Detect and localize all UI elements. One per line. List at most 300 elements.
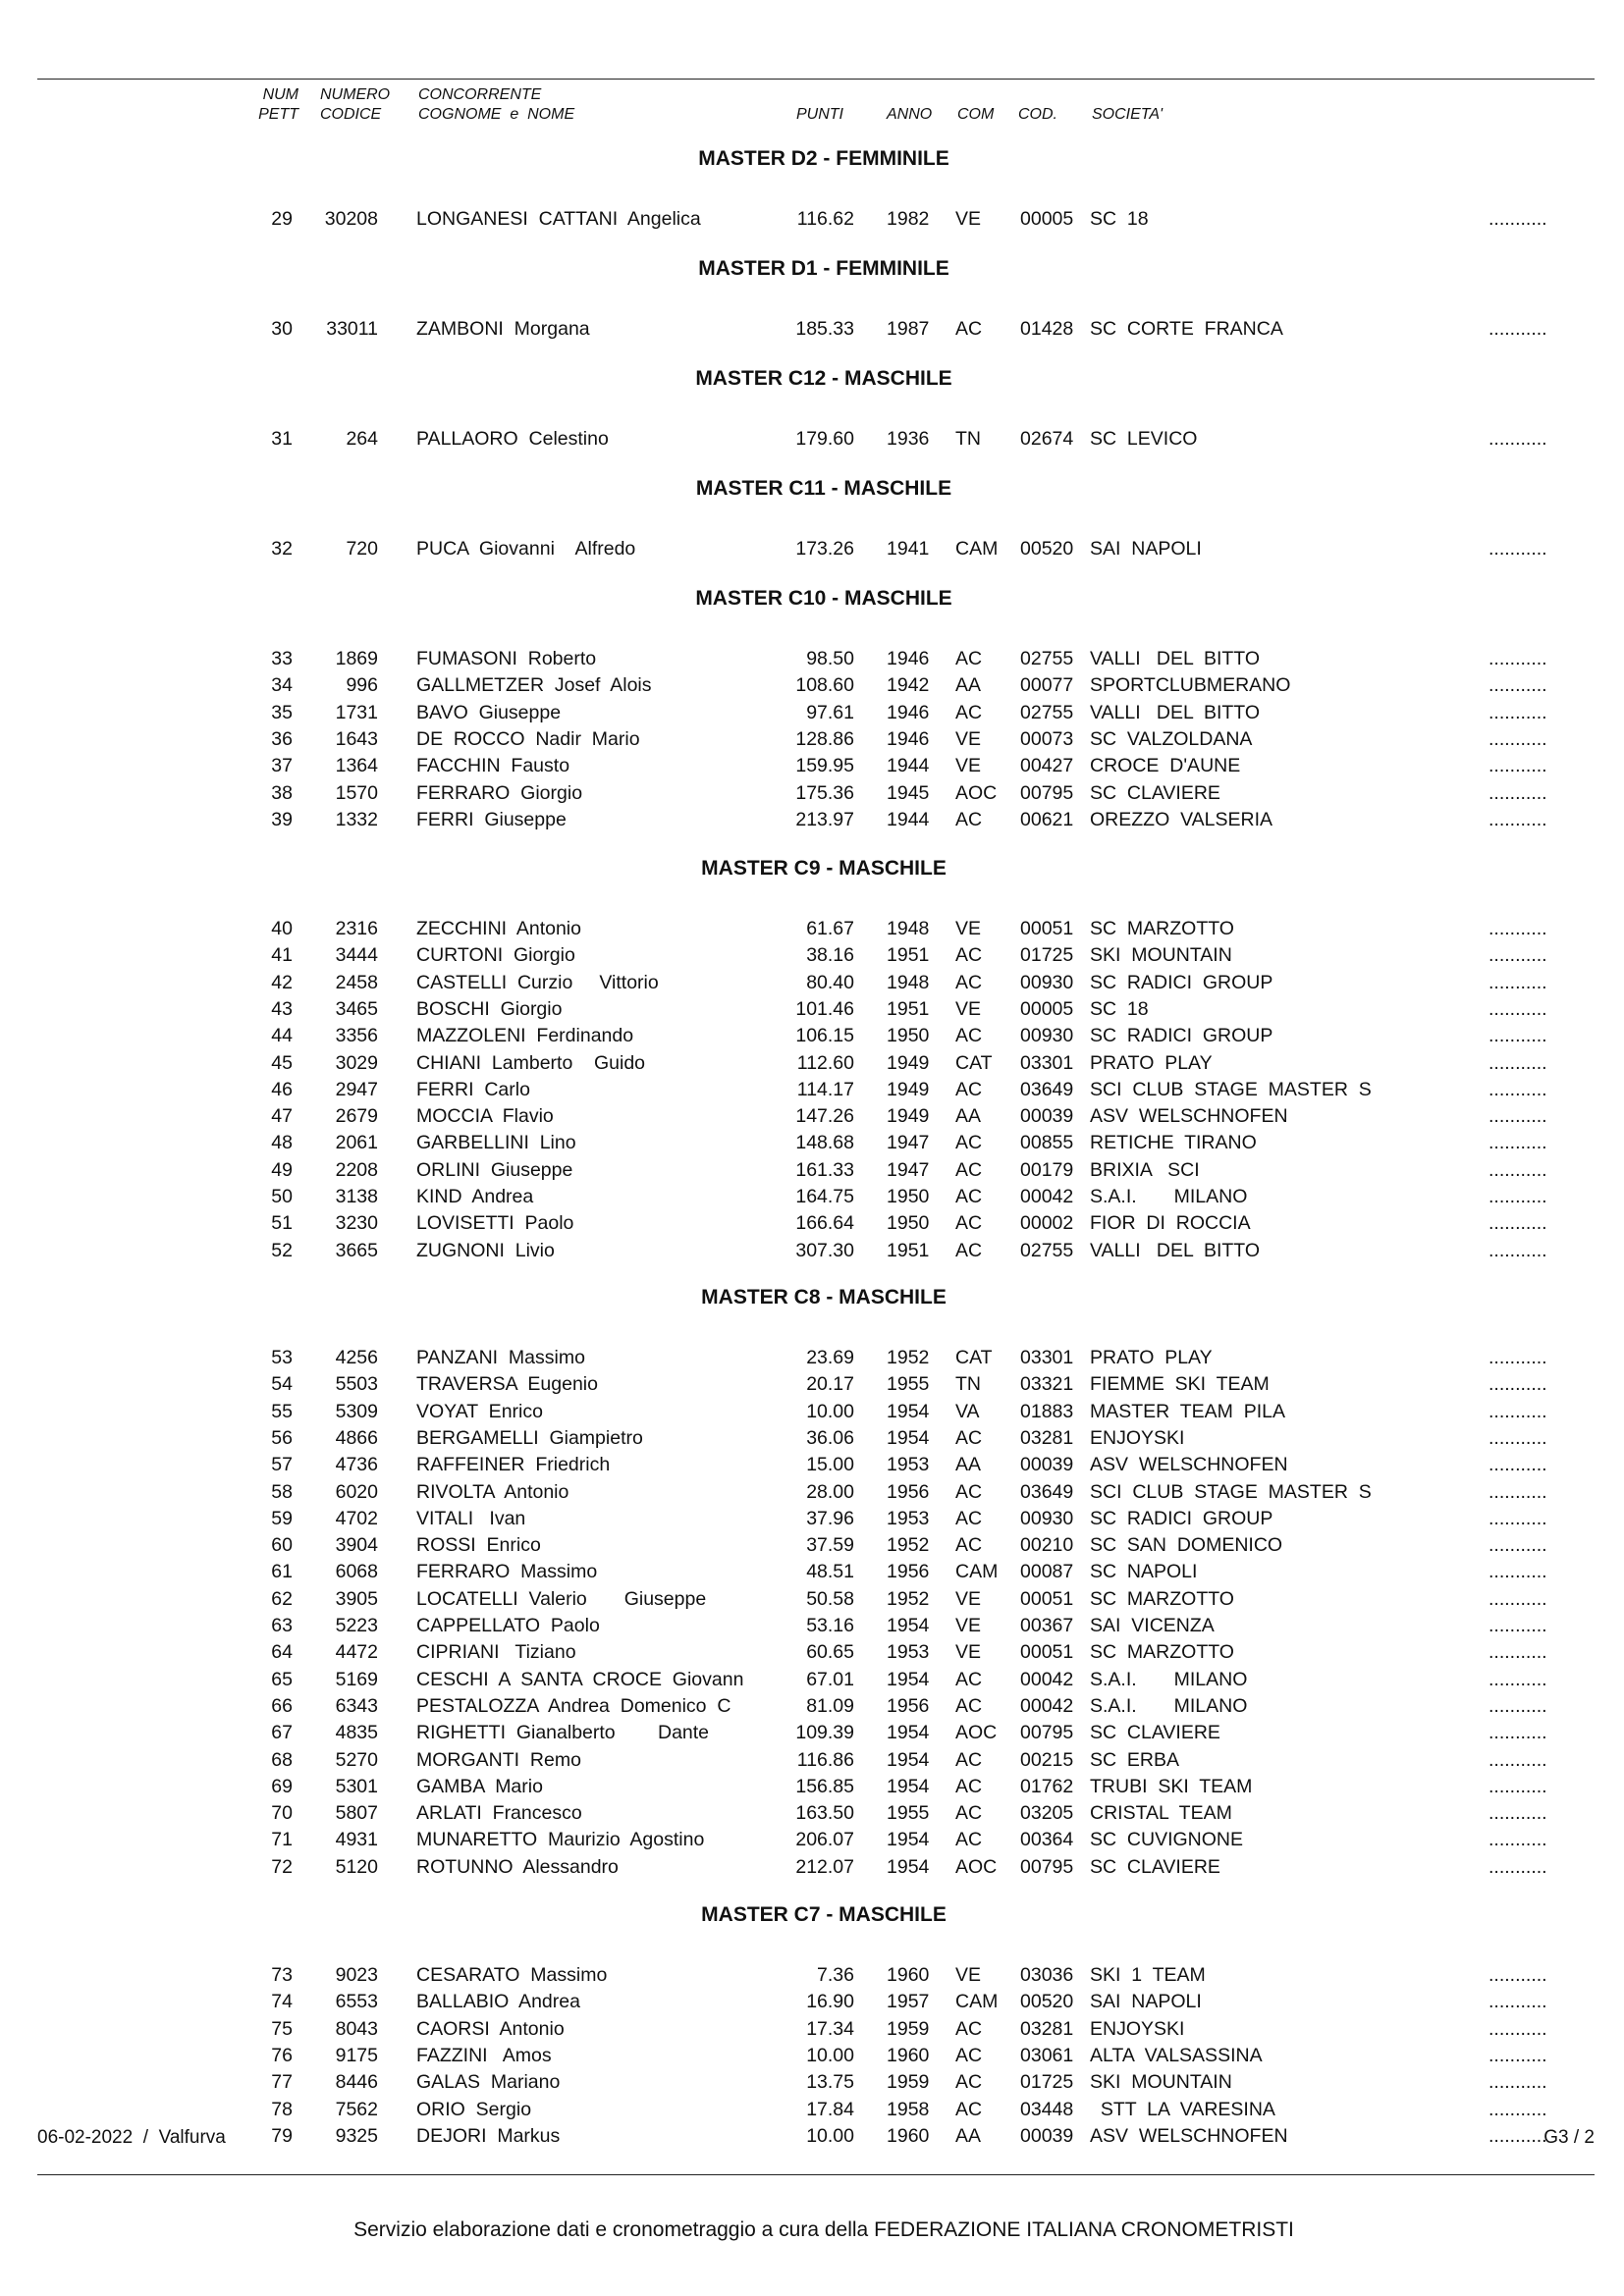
row-dots: ........... [1489, 755, 1547, 777]
row-punti: 10.00 [806, 1400, 854, 1422]
row-anno: 1958 [887, 2098, 930, 2120]
row-societa: STT LA VARESINA [1090, 2098, 1275, 2120]
row-com: AC [955, 1239, 983, 1261]
row-anno: 1952 [887, 1587, 930, 1610]
result-row [0, 1345, 1624, 1371]
row-num-pett: 46 [271, 1078, 293, 1100]
row-com: AC [955, 1775, 983, 1797]
row-cod: 03649 [1020, 1078, 1074, 1100]
row-dots: ........... [1489, 808, 1547, 830]
row-anno: 1954 [887, 1855, 930, 1878]
row-punti: 97.61 [806, 701, 854, 723]
row-societa: SC RADICI GROUP [1090, 1025, 1273, 1047]
row-dots: ........... [1489, 1025, 1547, 1047]
header-cod: COD. [1018, 106, 1057, 123]
row-societa: ENJOYSKI [1090, 2017, 1185, 2040]
header-num-pett [245, 85, 298, 125]
footer-page-number: G3 / 2 [1543, 2127, 1595, 2148]
row-cod: 00042 [1020, 1186, 1074, 1207]
category-title: MASTER D2 - FEMMINILE [698, 147, 949, 170]
header-numero-codice [320, 85, 390, 125]
row-punti: 128.86 [795, 727, 854, 750]
row-cod: 00077 [1020, 674, 1074, 697]
row-anno: 1949 [887, 1051, 930, 1074]
row-name: BALLABIO Andrea [416, 1991, 580, 2013]
row-dots: ........... [1489, 1507, 1547, 1529]
row-societa: SCI CLUB STAGE MASTER S [1090, 1480, 1372, 1503]
row-name: TRAVERSA Eugenio [416, 1373, 598, 1396]
row-name: CESARATO Massimo [416, 1964, 608, 1986]
row-numero-codice: 1643 [335, 727, 378, 750]
row-num-pett: 62 [271, 1587, 293, 1610]
row-societa: SC ERBA [1090, 1748, 1180, 1771]
row-punti: 161.33 [795, 1158, 854, 1181]
category-title: MASTER C12 - MASCHILE [695, 367, 952, 390]
row-societa: SC MARZOTTO [1090, 1641, 1234, 1664]
row-societa: ASV WELSCHNOFEN [1090, 1105, 1288, 1128]
row-anno: 1947 [887, 1158, 930, 1181]
row-numero-codice: 3138 [335, 1186, 378, 1207]
result-row [0, 780, 1624, 807]
result-row [0, 1050, 1624, 1077]
row-com: AOC [955, 781, 998, 804]
row-num-pett: 52 [271, 1239, 293, 1261]
row-num-pett: 77 [271, 2071, 293, 2094]
row-name: ROTUNNO Alessandro [416, 1855, 619, 1878]
row-dots: ........... [1489, 1991, 1547, 2013]
row-num-pett: 58 [271, 1480, 293, 1503]
row-numero-codice: 2061 [335, 1132, 378, 1154]
row-anno: 1953 [887, 1507, 930, 1529]
row-anno: 1954 [887, 1668, 930, 1690]
row-name: PESTALOZZA Andrea Domenico C [416, 1694, 731, 1717]
row-name: KIND Andrea [416, 1186, 534, 1207]
row-com: VE [955, 727, 982, 750]
row-num-pett: 33 [271, 648, 293, 669]
footer-rule [37, 2174, 1595, 2175]
result-row [0, 206, 1624, 233]
row-societa: FIEMME SKI TEAM [1090, 1373, 1270, 1396]
row-punti: 106.15 [795, 1025, 854, 1047]
row-numero-codice: 4702 [335, 1507, 378, 1529]
row-name: CASTELLI Curzio Vittorio [416, 971, 659, 993]
row-punti: 206.07 [795, 1829, 854, 1851]
row-numero-codice: 4736 [335, 1454, 378, 1476]
row-societa: SC LEVICO [1090, 428, 1198, 450]
row-num-pett: 71 [271, 1829, 293, 1851]
row-num-pett: 76 [271, 2044, 293, 2066]
row-name: ZECCHINI Antonio [416, 918, 581, 939]
row-anno: 1955 [887, 1373, 930, 1396]
row-num-pett: 38 [271, 781, 293, 804]
row-cod: 00002 [1020, 1212, 1074, 1235]
row-punti: 20.17 [806, 1373, 854, 1396]
row-numero-codice: 3029 [335, 1051, 378, 1074]
row-cod: 02755 [1020, 1239, 1074, 1261]
row-anno: 1944 [887, 755, 930, 777]
row-numero-codice: 6068 [335, 1561, 378, 1583]
header-codice-label: CODICE [320, 106, 382, 123]
row-com: AC [955, 1025, 983, 1047]
row-name: FERRI Giuseppe [416, 808, 567, 830]
row-dots: ........... [1489, 1802, 1547, 1825]
row-cod: 00930 [1020, 971, 1074, 993]
result-row [0, 1667, 1624, 1693]
row-com: TN [955, 428, 981, 450]
row-numero-codice: 9325 [335, 2124, 378, 2147]
row-dots: ........... [1489, 1722, 1547, 1744]
row-com: AC [955, 808, 983, 830]
row-numero-codice: 2458 [335, 971, 378, 993]
row-num-pett: 65 [271, 1668, 293, 1690]
row-com: VE [955, 208, 982, 230]
row-anno: 1936 [887, 428, 930, 450]
result-row [0, 1613, 1624, 1639]
result-row [0, 1103, 1624, 1130]
row-dots: ........... [1489, 208, 1547, 230]
row-punti: 109.39 [795, 1722, 854, 1744]
row-num-pett: 64 [271, 1641, 293, 1664]
category-title: MASTER C9 - MASCHILE [701, 857, 947, 880]
row-dots: ........... [1489, 1775, 1547, 1797]
row-anno: 1953 [887, 1454, 930, 1476]
row-cod: 00039 [1020, 2124, 1074, 2147]
row-anno: 1944 [887, 808, 930, 830]
row-num-pett: 37 [271, 755, 293, 777]
row-com: AC [955, 1426, 983, 1449]
row-numero-codice: 2208 [335, 1158, 378, 1181]
row-anno: 1959 [887, 2017, 930, 2040]
row-name: CHIANI Lamberto Guido [416, 1051, 646, 1074]
row-num-pett: 66 [271, 1694, 293, 1717]
row-societa: BRIXIA SCI [1090, 1158, 1200, 1181]
row-num-pett: 42 [271, 971, 293, 993]
header-concorrente [418, 85, 574, 125]
result-row [0, 1077, 1624, 1103]
row-societa: S.A.I. MILANO [1090, 1694, 1248, 1717]
result-row [0, 1962, 1624, 1989]
row-anno: 1946 [887, 701, 930, 723]
row-dots: ........... [1489, 1964, 1547, 1986]
result-row [0, 996, 1624, 1023]
row-anno: 1951 [887, 997, 930, 1020]
row-num-pett: 49 [271, 1158, 293, 1181]
row-num-pett: 59 [271, 1507, 293, 1529]
row-num-pett: 63 [271, 1615, 293, 1636]
row-punti: 173.26 [795, 538, 854, 560]
row-anno: 1954 [887, 1615, 930, 1636]
row-com: AA [955, 2124, 982, 2147]
result-row [0, 1854, 1624, 1881]
result-row [0, 1210, 1624, 1237]
row-dots: ........... [1489, 781, 1547, 804]
row-num-pett: 41 [271, 944, 293, 967]
row-name: FUMASONI Roberto [416, 648, 597, 669]
row-societa: MASTER TEAM PILA [1090, 1400, 1286, 1422]
row-anno: 1949 [887, 1078, 930, 1100]
row-dots: ........... [1489, 1400, 1547, 1422]
row-anno: 1953 [887, 1641, 930, 1664]
row-societa: CROCE D'AUNE [1090, 755, 1241, 777]
row-name: VITALI Ivan [416, 1507, 526, 1529]
result-row [0, 1639, 1624, 1666]
row-anno: 1960 [887, 2044, 930, 2066]
row-punti: 53.16 [806, 1615, 854, 1636]
row-dots: ........... [1489, 1748, 1547, 1771]
result-row [0, 1693, 1624, 1720]
row-numero-codice: 6343 [335, 1694, 378, 1717]
result-row [0, 1720, 1624, 1746]
row-anno: 1960 [887, 2124, 930, 2147]
result-row [0, 1425, 1624, 1452]
row-cod: 00210 [1020, 1534, 1074, 1557]
row-numero-codice: 4256 [335, 1347, 378, 1368]
row-anno: 1954 [887, 1722, 930, 1744]
row-punti: 112.60 [796, 1051, 854, 1074]
row-com: CAM [955, 1991, 999, 2013]
row-numero-codice: 3356 [335, 1025, 378, 1047]
row-cod: 00520 [1020, 1991, 1074, 2013]
result-row [0, 970, 1624, 996]
row-anno: 1945 [887, 781, 930, 804]
row-dots: ........... [1489, 1212, 1547, 1235]
result-row [0, 753, 1624, 779]
row-num-pett: 75 [271, 2017, 293, 2040]
row-punti: 17.84 [806, 2098, 854, 2120]
row-anno: 1982 [887, 208, 930, 230]
row-cod: 00367 [1020, 1615, 1074, 1636]
row-name: RIVOLTA Antonio [416, 1480, 569, 1503]
row-cod: 00364 [1020, 1829, 1074, 1851]
row-cod: 00427 [1020, 755, 1074, 777]
row-dots: ........... [1489, 1561, 1547, 1583]
row-num-pett: 44 [271, 1025, 293, 1047]
row-name: BOSCHI Giorgio [416, 997, 563, 1020]
result-row [0, 1800, 1624, 1827]
top-rule [37, 79, 1595, 80]
row-dots: ........... [1489, 1855, 1547, 1878]
row-anno: 1949 [887, 1105, 930, 1128]
row-com: AC [955, 1748, 983, 1771]
row-com: AC [955, 1480, 983, 1503]
row-dots: ........... [1489, 1829, 1547, 1851]
row-cod: 01725 [1020, 2071, 1074, 2094]
row-name: ARLATI Francesco [416, 1802, 582, 1825]
row-name: BERGAMELLI Giampietro [416, 1426, 643, 1449]
category-title: MASTER C10 - MASCHILE [695, 587, 952, 610]
row-numero-codice: 3465 [335, 997, 378, 1020]
row-anno: 1946 [887, 727, 930, 750]
row-anno: 1950 [887, 1186, 930, 1207]
row-societa: SC SAN DOMENICO [1090, 1534, 1283, 1557]
row-societa: ASV WELSCHNOFEN [1090, 2124, 1288, 2147]
row-numero-codice: 5120 [335, 1855, 378, 1878]
row-numero-codice: 996 [346, 674, 378, 697]
row-dots: ........... [1489, 727, 1547, 750]
row-dots: ........... [1489, 1105, 1547, 1128]
result-row [0, 1774, 1624, 1800]
row-punti: 185.33 [795, 318, 854, 340]
row-num-pett: 72 [271, 1855, 293, 1878]
row-numero-codice: 1332 [335, 808, 378, 830]
row-name: ZUGNONI Livio [416, 1239, 555, 1261]
row-com: AC [955, 1078, 983, 1100]
footer-date-place: 06-02-2022 / Valfurva [37, 2127, 226, 2148]
row-punti: 80.40 [806, 971, 854, 993]
result-row [0, 1184, 1624, 1210]
row-com: VE [955, 1641, 982, 1664]
row-dots: ........... [1489, 1454, 1547, 1476]
row-com: AA [955, 1105, 982, 1128]
row-cod: 00795 [1020, 781, 1074, 804]
header-anno: ANNO [887, 106, 933, 123]
row-numero-codice: 1364 [335, 755, 378, 777]
row-numero-codice: 30208 [324, 208, 378, 230]
row-societa: PRATO PLAY [1090, 1347, 1213, 1368]
row-cod: 00215 [1020, 1748, 1074, 1771]
row-punti: 28.00 [806, 1480, 854, 1503]
row-punti: 61.67 [806, 918, 854, 939]
row-dots: ........... [1489, 1615, 1547, 1636]
row-anno: 1954 [887, 1829, 930, 1851]
row-cod: 00930 [1020, 1025, 1074, 1047]
row-name: ZAMBONI Morgana [416, 318, 590, 340]
row-cod: 02674 [1020, 428, 1074, 450]
row-numero-codice: 3665 [335, 1239, 378, 1261]
row-num-pett: 55 [271, 1400, 293, 1422]
row-dots: ........... [1489, 674, 1547, 697]
row-societa: SC CLAVIERE [1090, 781, 1220, 804]
result-row [0, 2123, 1624, 2150]
row-anno: 1947 [887, 1132, 930, 1154]
row-com: AC [955, 1802, 983, 1825]
row-numero-codice: 3230 [335, 1212, 378, 1235]
row-cod: 00051 [1020, 1587, 1074, 1610]
row-societa: SC CORTE FRANCA [1090, 318, 1283, 340]
row-num-pett: 69 [271, 1775, 293, 1797]
row-numero-codice: 4866 [335, 1426, 378, 1449]
row-com: AC [955, 1212, 983, 1235]
row-num-pett: 61 [271, 1561, 293, 1583]
row-com: CAM [955, 538, 999, 560]
row-name: LONGANESI CATTANI Angelica [416, 208, 701, 230]
row-num-pett: 30 [271, 318, 293, 340]
row-anno: 1954 [887, 1775, 930, 1797]
row-dots: ........... [1489, 918, 1547, 939]
row-name: CESCHI A SANTA CROCE Giovann [416, 1668, 744, 1690]
row-punti: 10.00 [806, 2124, 854, 2147]
row-punti: 159.95 [795, 755, 854, 777]
row-cod: 03281 [1020, 1426, 1074, 1449]
row-name: CAORSI Antonio [416, 2017, 565, 2040]
row-cod: 00073 [1020, 727, 1074, 750]
row-numero-codice: 7562 [335, 2098, 378, 2120]
result-row [0, 1238, 1624, 1264]
row-societa: ENJOYSKI [1090, 1426, 1185, 1449]
row-punti: 16.90 [806, 1991, 854, 2013]
result-row [0, 807, 1624, 833]
row-name: PUCA Giovanni Alfredo [416, 538, 636, 560]
result-row [0, 2043, 1624, 2069]
row-numero-codice: 1731 [335, 701, 378, 723]
row-num-pett: 29 [271, 208, 293, 230]
row-com: AC [955, 1534, 983, 1557]
row-societa: SAI NAPOLI [1090, 1991, 1202, 2013]
row-anno: 1955 [887, 1802, 930, 1825]
row-num-pett: 45 [271, 1051, 293, 1074]
result-row [0, 726, 1624, 753]
row-cod: 03205 [1020, 1802, 1074, 1825]
row-anno: 1951 [887, 1239, 930, 1261]
row-com: AC [955, 2017, 983, 2040]
row-punti: 38.16 [806, 944, 854, 967]
row-cod: 03321 [1020, 1373, 1074, 1396]
row-societa: FIOR DI ROCCIA [1090, 1212, 1251, 1235]
row-name: ORIO Sergio [416, 2098, 532, 2120]
category-title: MASTER D1 - FEMMINILE [698, 257, 949, 280]
row-societa: VALLI DEL BITTO [1090, 648, 1261, 669]
row-punti: 164.75 [795, 1186, 854, 1207]
row-com: AC [955, 1186, 983, 1207]
row-cod: 00005 [1020, 997, 1074, 1020]
row-societa: SC CLAVIERE [1090, 1722, 1220, 1744]
row-numero-codice: 2316 [335, 918, 378, 939]
result-row [0, 2016, 1624, 2043]
row-numero-codice: 5309 [335, 1400, 378, 1422]
row-cod: 00039 [1020, 1105, 1074, 1128]
row-num-pett: 79 [271, 2124, 293, 2147]
row-cod: 00621 [1020, 808, 1074, 830]
row-cod: 01883 [1020, 1400, 1074, 1422]
row-com: AA [955, 674, 982, 697]
result-row [0, 1023, 1624, 1049]
row-cod: 02755 [1020, 701, 1074, 723]
row-numero-codice: 9023 [335, 1964, 378, 1986]
row-punti: 50.58 [806, 1587, 854, 1610]
row-anno: 1956 [887, 1561, 930, 1583]
row-name: CAPPELLATO Paolo [416, 1615, 600, 1636]
row-punti: 15.00 [806, 1454, 854, 1476]
row-name: ROSSI Enrico [416, 1534, 541, 1557]
row-societa: SCI CLUB STAGE MASTER S [1090, 1078, 1372, 1100]
row-numero-codice: 33011 [326, 318, 378, 340]
row-numero-codice: 2947 [335, 1078, 378, 1100]
row-dots: ........... [1489, 428, 1547, 450]
row-cod: 03649 [1020, 1480, 1074, 1503]
row-numero-codice: 6020 [335, 1480, 378, 1503]
row-com: VE [955, 918, 982, 939]
row-dots: ........... [1489, 1132, 1547, 1154]
row-numero-codice: 1570 [335, 781, 378, 804]
row-num-pett: 43 [271, 997, 293, 1020]
row-punti: 156.85 [795, 1775, 854, 1797]
row-com: AC [955, 2071, 983, 2094]
category-title: MASTER C11 - MASCHILE [695, 477, 952, 500]
row-anno: 1960 [887, 1964, 930, 1986]
result-row [0, 1559, 1624, 1585]
row-dots: ........... [1489, 944, 1547, 967]
row-punti: 36.06 [806, 1426, 854, 1449]
row-punti: 81.09 [806, 1694, 854, 1717]
row-num-pett: 32 [271, 538, 293, 560]
row-cod: 03036 [1020, 1964, 1074, 1986]
row-anno: 1959 [887, 2071, 930, 2094]
row-num-pett: 35 [271, 701, 293, 723]
row-com: AC [955, 971, 983, 993]
row-com: CAM [955, 1561, 999, 1583]
row-dots: ........... [1489, 538, 1547, 560]
result-row [0, 1479, 1624, 1506]
